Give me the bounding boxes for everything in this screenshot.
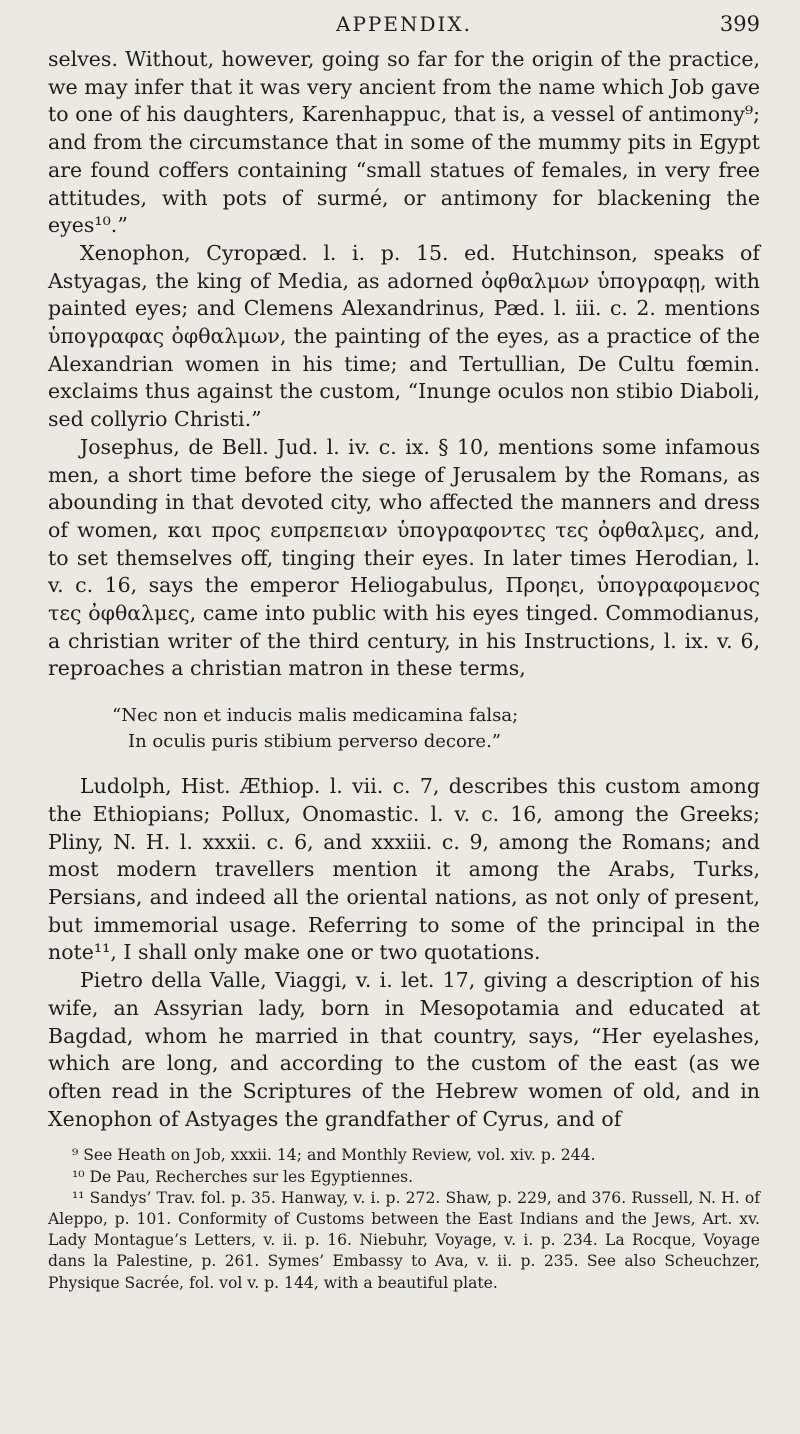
body-text (48, 46, 760, 1133)
paragraph-pietro-della-valle: Pietro della Valle, Viaggi, v. i. let. 17, giving a description of his wife, an Assyrian lady, born in Mesopotamia and educated at Bagdad, whom he married in that country, says, “Her eyelashes, which are long, and according to the custom of the east (as we often read in the Scriptures of the Hebrew women of old, and in Xenophon of Astyages the grandfather of Cyrus, and of (48, 968, 760, 1131)
running-title: APPENDIX. (336, 12, 472, 36)
quote-line: In oculis puris stibium perverso decore.” (128, 731, 502, 753)
paragraph-josephus: Josephus, de Bell. Jud. l. iv. c. ix. § 10, mentions some infamous men, a short time before the siege of Jerusalem by the Romans, as abounding in that devoted city, who affected the manners and dress of women, και προς ευπρεπειαν ὑπογραφοντες τες ὀφθαλμες, and, to set themselves off, tinging their eyes. In later times Herodian, l. v. c. 16, says the emperor Heliogabulus, Προηει, ὑπογραφομενος τες ὀφθαλμες, came into public with his eyes tinged. Commodianus, a christian writer of the third century, in his Instructions, l. ix. v. 6, reproaches a christian matron in these terms, (48, 434, 760, 681)
footnote: ¹⁰ De Pau, Recherches sur les Egyptiennes. (72, 1167, 414, 1186)
verse-quote (112, 703, 760, 755)
footnote: ⁹ See Heath on Job, xxxii. 14; and Monthly Review, vol. xiv. p. 244. (72, 1146, 596, 1165)
paragraph-karenhappuc: selves. Without, however, going so far for the origin of the practice, we may infer that it was very ancient from the name which Job gave to one of his daughters, Karenhappuc, that is, a vessel of antimony⁹; and from the circumstance that in some of the mummy pits in Egypt are found coffers containing “small statues of females, in very free attitudes, with pots of surmé, or antimony for blackening the eyes¹⁰.” (48, 47, 760, 238)
paragraph-ludolph: Ludolph, Hist. Æthiop. l. vii. c. 7, describes this custom among the Ethiopians; Pollux, Onomastic. l. v. c. 16, among the Greeks; Pliny, N. H. l. xxxii. c. 6, and xxxiii. c. 9, among the Romans; and most modern travellers mention it among the Arabs, Turks, Persians, and indeed all the oriental nations, as not only of present, but immemorial usage. Referring to some of the principal in the note¹¹, I shall only make one or two quotations. (48, 774, 760, 965)
paragraph-xenophon: Xenophon, Cyropæd. l. i. p. 15. ed. Hutchinson, speaks of Astyagas, the king of Media, as adorned ὀφθαλμων ὑπογραφῃ, with painted eyes; and Clemens Alexandrinus, Pæd. l. iii. c. 2. mentions ὑπογραφας ὀφθαλμων, the painting of the eyes, as a practice of the Alexandrian women in his time; and Tertullian, De Cultu fœmin. exclaims thus against the custom, “Inunge oculos non stibio Diaboli, sed collyrio Christi.” (48, 240, 760, 432)
footnotes (48, 1145, 760, 1293)
footnote: ¹¹ Sandys’ Trav. fol. p. 35. Hanway, v. i. p. 272. Shaw, p. 229, and 376. Russell, N. H. of Aleppo, p. 101. Conformity of Customs between the East Indians and the Jews, Art. xv. Lady Montague’s Letters, v. ii. p. 16. Niebuhr, Voyage, v. i. p. 234. La Rocque, Voyage dans la Palestine, p. 261. Symes’ Embassy to Ava, v. ii. p. 235. See also Scheuchzer, Physique Sacrée, fol. vol v. p. 144, with a beautiful plate. (48, 1188, 760, 1292)
page-number: 399 (719, 12, 760, 36)
running-head (48, 0, 760, 46)
quote-line: “Nec non et inducis malis medicamina falsa; (112, 705, 519, 727)
